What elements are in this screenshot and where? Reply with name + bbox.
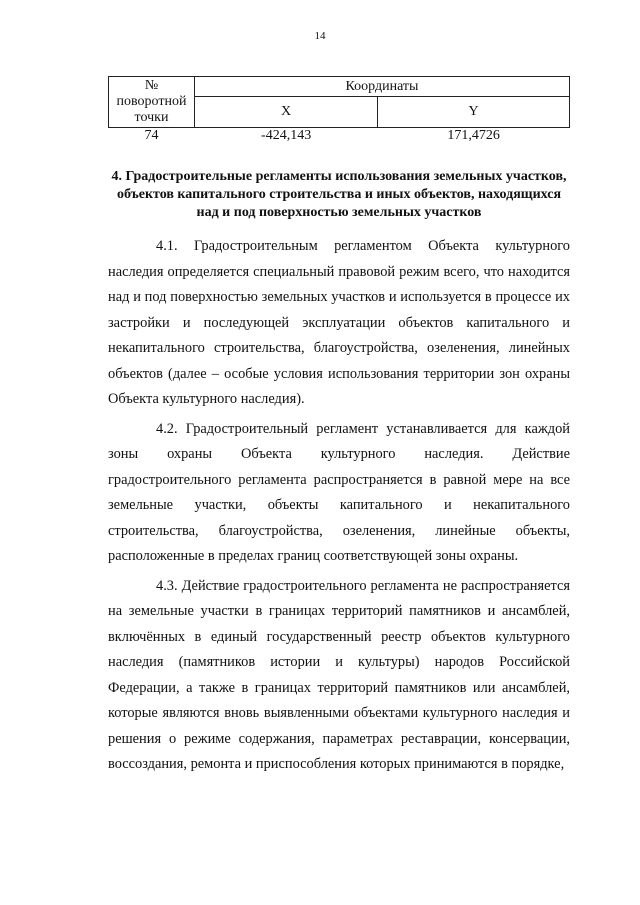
- table-header-row: [109, 77, 570, 97]
- y-cell: 171,4726: [378, 128, 570, 145]
- page-number: 14: [314, 30, 326, 42]
- table-row: [109, 128, 570, 145]
- point-number-cell: 74: [109, 128, 195, 145]
- section-title: 4. Градостроительные регламенты использования земельных участков, объектов капитального строительства и иных объектов, находящихся над и под поверхностью земельных участков: [111, 169, 567, 220]
- point-number-header: № поворотной точки: [109, 77, 195, 128]
- body-text: [108, 234, 570, 778]
- x-header: X: [195, 97, 378, 128]
- coordinates-header: Координаты: [195, 77, 570, 97]
- x-cell: -424,143: [195, 128, 378, 145]
- paragraph-4-1: 4.1. Градостроительным регламентом Объекта культурного наследия определяется специальный правовой режим всего, что находится над и под поверхностью земельных участков и используется в процессе их застройки и последующей эксплуатации объектов капитального и некапитального строительства, благоустройства, озеленения, линейных объектов (далее – особые условия использования территории зон охраны Объекта культурного наследия).: [108, 238, 570, 407]
- paragraph-4-3: 4.3. Действие градостроительного регламента не распространяется на земельные участки в границах территорий памятников и ансамблей, включённых в единый государственный реестр объектов культурного наследия (памятников истории и культуры) народов Российской Федерации, а также в границах территорий памятников или ансамблей, которые являются вновь выявленными объектами культурного наследия и решения о режиме содержания, параметрах реставрации, консервации, воссоздания, ремонта и приспособления которых принимаются в порядке,: [108, 577, 570, 772]
- paragraph-4-2: 4.2. Градостроительный регламент устанавливается для каждой зоны охраны Объекта культурного наследия. Действие градостроительного регламента распространяется в равной мере на все земельные участки, объекты капитального и некапитального строительства, благоустройства, озеленения, линейные объекты, расположенные в пределах границ соответствующей зоны охраны.: [108, 420, 570, 564]
- y-header: Y: [378, 97, 570, 128]
- coordinates-table: [108, 76, 570, 144]
